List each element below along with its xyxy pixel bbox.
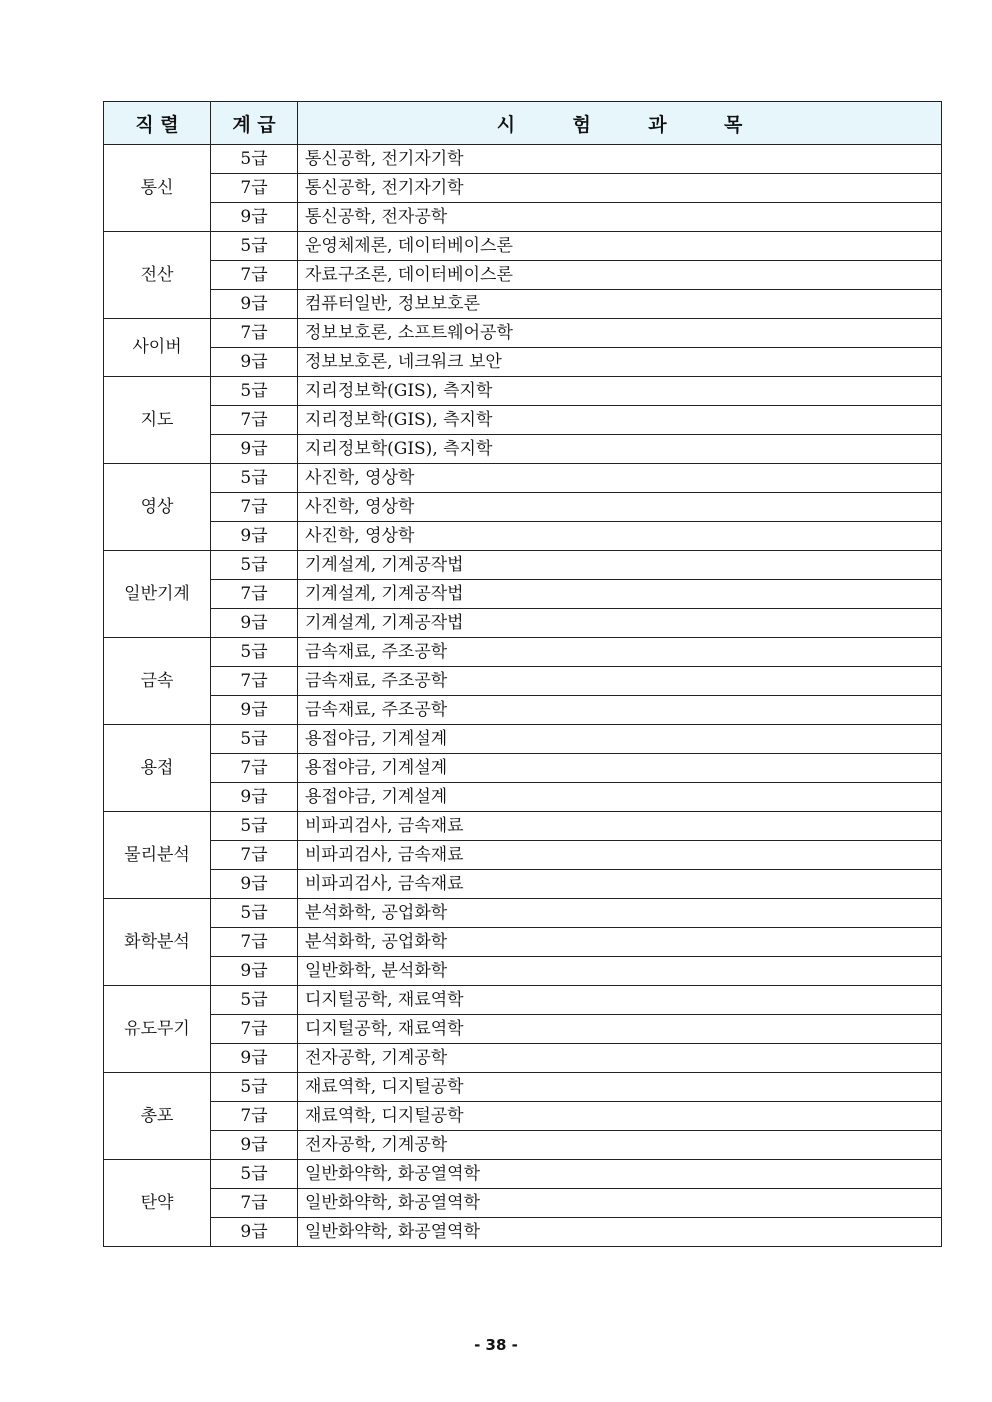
- exam-subjects-cell: 정보보호론, 소프트웨어공학: [298, 319, 942, 348]
- job-category-cell: 화학분석: [104, 899, 211, 986]
- table-row: [104, 1073, 942, 1102]
- job-category-cell: 금속: [104, 638, 211, 725]
- table-row: [104, 1131, 942, 1160]
- grade-cell: 9급: [211, 696, 298, 725]
- table-row: [104, 203, 942, 232]
- job-category-cell: 일반기계: [104, 551, 211, 638]
- exam-subjects-cell: 지리정보학(GIS), 측지학: [298, 435, 942, 464]
- exam-subjects-cell: 재료역학, 디지털공학: [298, 1102, 942, 1131]
- grade-cell: 7급: [211, 841, 298, 870]
- table-row: [104, 725, 942, 754]
- grade-cell: 5급: [211, 725, 298, 754]
- exam-subjects-cell: 일반화약학, 화공열역학: [298, 1189, 942, 1218]
- table-row: [104, 377, 942, 406]
- job-category-cell: 통신: [104, 145, 211, 232]
- table-row: [104, 870, 942, 899]
- exam-subjects-cell: 지리정보학(GIS), 측지학: [298, 406, 942, 435]
- exam-subjects-cell: 비파괴검사, 금속재료: [298, 812, 942, 841]
- table-row: [104, 551, 942, 580]
- job-category-cell: 전산: [104, 232, 211, 319]
- table-row: [104, 1015, 942, 1044]
- exam-subjects-cell: 자료구조론, 데이터베이스론: [298, 261, 942, 290]
- table-row: [104, 638, 942, 667]
- table-row: [104, 435, 942, 464]
- grade-cell: 5급: [211, 232, 298, 261]
- table-row: [104, 232, 942, 261]
- exam-subjects-table: [103, 101, 942, 1247]
- exam-subjects-cell: 일반화학, 분석화학: [298, 957, 942, 986]
- grade-cell: 5급: [211, 899, 298, 928]
- grade-cell: 5급: [211, 1073, 298, 1102]
- table-row: [104, 1044, 942, 1073]
- exam-subjects-cell: 컴퓨터일반, 정보보호론: [298, 290, 942, 319]
- header-subjects: [298, 102, 942, 145]
- table-row: [104, 522, 942, 551]
- job-category-cell: 지도: [104, 377, 211, 464]
- grade-cell: 9급: [211, 1044, 298, 1073]
- grade-cell: 7급: [211, 1189, 298, 1218]
- exam-subjects-cell: 비파괴검사, 금속재료: [298, 841, 942, 870]
- exam-subjects-cell: 금속재료, 주조공학: [298, 638, 942, 667]
- table-header-row: [104, 102, 942, 145]
- grade-cell: 7급: [211, 1102, 298, 1131]
- table-row: [104, 754, 942, 783]
- table-row: [104, 464, 942, 493]
- grade-cell: 9급: [211, 522, 298, 551]
- table-row: [104, 928, 942, 957]
- table-row: [104, 609, 942, 638]
- exam-subjects-cell: 용접야금, 기계설계: [298, 725, 942, 754]
- table-row: [104, 1218, 942, 1247]
- exam-subjects-cell: 정보보호론, 네크워크 보안: [298, 348, 942, 377]
- table-row: [104, 319, 942, 348]
- table-row: [104, 348, 942, 377]
- exam-subjects-cell: 사진학, 영상학: [298, 493, 942, 522]
- grade-cell: 7급: [211, 580, 298, 609]
- grade-cell: 9급: [211, 348, 298, 377]
- exam-subjects-cell: 금속재료, 주조공학: [298, 667, 942, 696]
- table-row: [104, 783, 942, 812]
- exam-subjects-cell: 기계설계, 기계공작법: [298, 580, 942, 609]
- grade-cell: 5급: [211, 377, 298, 406]
- exam-subjects-cell: 디지털공학, 재료역학: [298, 1015, 942, 1044]
- table-row: [104, 899, 942, 928]
- table-row: [104, 1102, 942, 1131]
- grade-cell: 5급: [211, 1160, 298, 1189]
- grade-cell: 5급: [211, 812, 298, 841]
- grade-cell: 5급: [211, 464, 298, 493]
- table-row: [104, 261, 942, 290]
- exam-subjects-cell: 기계설계, 기계공작법: [298, 609, 942, 638]
- grade-cell: 5급: [211, 551, 298, 580]
- grade-cell: 9급: [211, 1131, 298, 1160]
- table-row: [104, 580, 942, 609]
- grade-cell: 9급: [211, 609, 298, 638]
- exam-subjects-cell: 사진학, 영상학: [298, 464, 942, 493]
- exam-subjects-cell: 통신공학, 전자공학: [298, 203, 942, 232]
- exam-subjects-cell: 재료역학, 디지털공학: [298, 1073, 942, 1102]
- grade-cell: 7급: [211, 667, 298, 696]
- grade-cell: 7급: [211, 754, 298, 783]
- header-subjects-char: 과: [648, 113, 667, 136]
- grade-cell: 9급: [211, 957, 298, 986]
- exam-subjects-cell: 통신공학, 전기자기학: [298, 174, 942, 203]
- exam-subjects-cell: 용접야금, 기계설계: [298, 754, 942, 783]
- exam-subjects-cell: 분석화학, 공업화학: [298, 928, 942, 957]
- grade-cell: 9급: [211, 203, 298, 232]
- table-row: [104, 841, 942, 870]
- header-grade: 계 급: [211, 102, 298, 145]
- grade-cell: 9급: [211, 1218, 298, 1247]
- exam-subjects-cell: 기계설계, 기계공작법: [298, 551, 942, 580]
- exam-subjects-cell: 디지털공학, 재료역학: [298, 986, 942, 1015]
- job-category-cell: 유도무기: [104, 986, 211, 1073]
- exam-subjects-cell: 지리정보학(GIS), 측지학: [298, 377, 942, 406]
- table-row: [104, 406, 942, 435]
- exam-subjects-cell: 분석화학, 공업화학: [298, 899, 942, 928]
- job-category-cell: 탄약: [104, 1160, 211, 1247]
- grade-cell: 7급: [211, 319, 298, 348]
- table-row: [104, 812, 942, 841]
- header-subjects-char: 시: [496, 113, 516, 136]
- grade-cell: 9급: [211, 290, 298, 319]
- table-row: [104, 1160, 942, 1189]
- header-subjects-char: 목: [723, 113, 743, 136]
- table-row: [104, 667, 942, 696]
- grade-cell: 9급: [211, 870, 298, 899]
- grade-cell: 5급: [211, 986, 298, 1015]
- exam-subjects-cell: 금속재료, 주조공학: [298, 696, 942, 725]
- job-category-cell: 사이버: [104, 319, 211, 377]
- table-row: [104, 493, 942, 522]
- job-category-cell: 총포: [104, 1073, 211, 1160]
- table-body: [104, 145, 942, 1247]
- exam-subjects-cell: 일반화약학, 화공열역학: [298, 1218, 942, 1247]
- exam-subjects-cell: 비파괴검사, 금속재료: [298, 870, 942, 899]
- table-row: [104, 290, 942, 319]
- table-row: [104, 174, 942, 203]
- page-number: - 38 -: [474, 1336, 518, 1354]
- table-row: [104, 696, 942, 725]
- grade-cell: 7급: [211, 261, 298, 290]
- job-category-cell: 물리분석: [104, 812, 211, 899]
- table-row: [104, 1189, 942, 1218]
- grade-cell: 9급: [211, 435, 298, 464]
- exam-subjects-cell: 운영체제론, 데이터베이스론: [298, 232, 942, 261]
- header-subjects-char: 험: [572, 113, 591, 136]
- grade-cell: 7급: [211, 1015, 298, 1044]
- exam-subjects-cell: 용접야금, 기계설계: [298, 783, 942, 812]
- grade-cell: 9급: [211, 783, 298, 812]
- grade-cell: 7급: [211, 928, 298, 957]
- exam-subjects-cell: 일반화약학, 화공열역학: [298, 1160, 942, 1189]
- header-job: 직 렬: [104, 102, 211, 145]
- exam-subjects-cell: 전자공학, 기계공학: [298, 1044, 942, 1073]
- job-category-cell: 용접: [104, 725, 211, 812]
- grade-cell: 7급: [211, 174, 298, 203]
- grade-cell: 7급: [211, 406, 298, 435]
- grade-cell: 5급: [211, 145, 298, 174]
- table-row: [104, 957, 942, 986]
- table-row: [104, 986, 942, 1015]
- table-row: [104, 145, 942, 174]
- grade-cell: 5급: [211, 638, 298, 667]
- exam-subjects-cell: 사진학, 영상학: [298, 522, 942, 551]
- exam-subjects-cell: 전자공학, 기계공학: [298, 1131, 942, 1160]
- grade-cell: 7급: [211, 493, 298, 522]
- job-category-cell: 영상: [104, 464, 211, 551]
- exam-subjects-cell: 통신공학, 전기자기학: [298, 145, 942, 174]
